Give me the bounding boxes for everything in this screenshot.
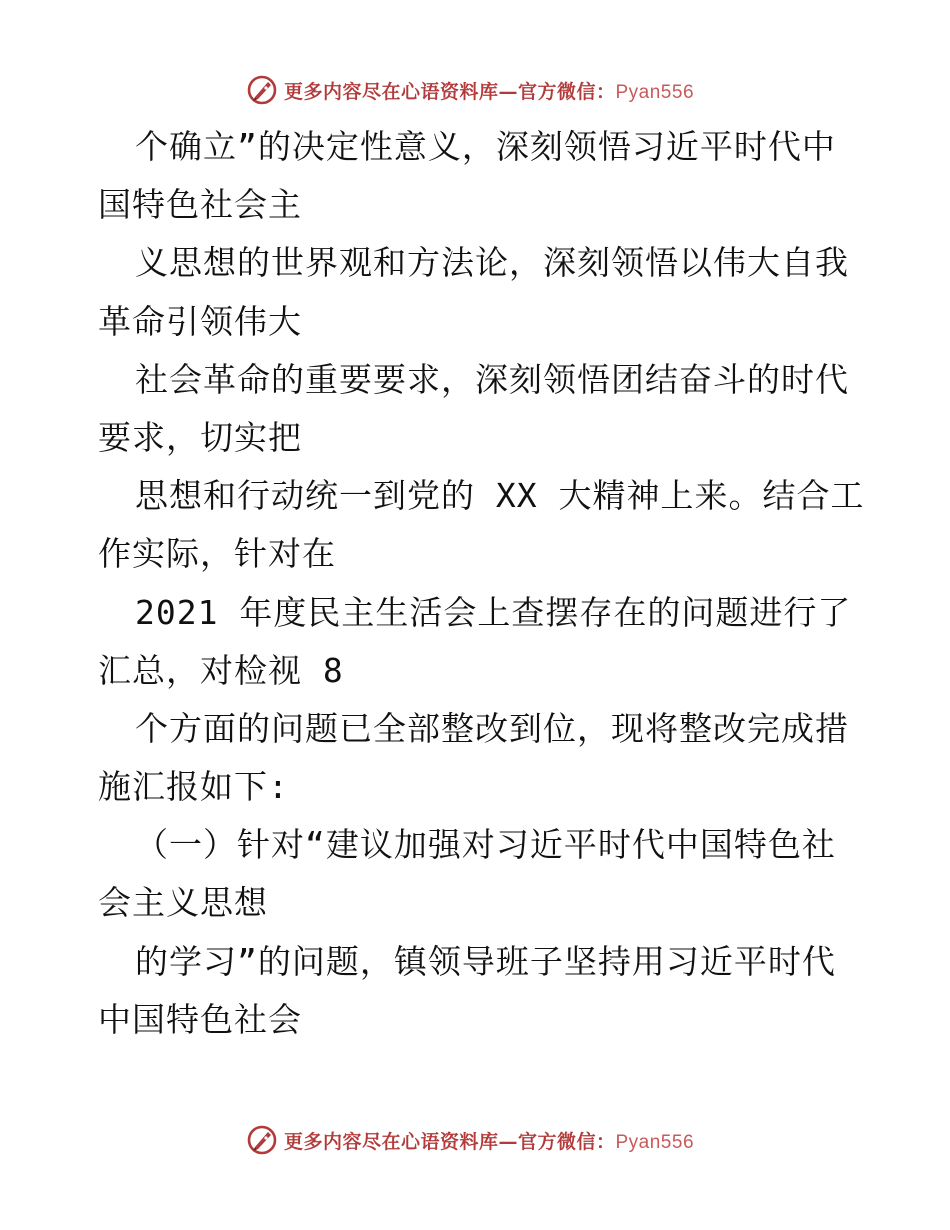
body-line: 义思想的世界观和方法论，深刻领悟以伟大自我 [135, 243, 849, 283]
body-line: 思想和行动统一到党的 XX 大精神上来。结合工 [135, 476, 865, 516]
body-line: 作实际，针对在 [98, 534, 336, 574]
quill-pen-seal-icon [246, 1124, 278, 1156]
footer-site-label: 更多内容尽在心语资料库—官方微信： [283, 1130, 616, 1153]
body-line: 个确立”的决定性意义，深刻领悟习近平时代中 [135, 127, 836, 166]
body-line: 革命引领伟大 [98, 301, 302, 341]
body-line: 个方面的问题已全部整改到位，现将整改完成措 [135, 708, 849, 748]
body-line: （一）针对“建议加强对习近平时代中国特色社 [135, 825, 836, 865]
quill-pen-seal-icon [246, 74, 278, 106]
body-line: 国特色社会主 [98, 185, 302, 225]
body-line: 施汇报如下: [98, 767, 289, 807]
body-line: 要求，切实把 [98, 417, 302, 457]
body-line: 的学习”的问题，镇领导班子坚持用习近平时代 [135, 941, 836, 981]
body-line: 汇总，对检视 8 [98, 650, 344, 690]
body-line: 会主义思想 [98, 883, 268, 923]
footer-site-text [284, 1127, 694, 1154]
body-line: 社会革命的重要要求，深刻领悟团结奋斗的时代 [135, 359, 849, 399]
footer-wechat-id: Pyan556 [615, 1131, 695, 1153]
header-site-label: 更多内容尽在心语资料库—官方微信： [283, 80, 616, 103]
header-site-text [284, 77, 694, 104]
body-line: 2021 年度民主生活会上查摆存在的问题进行了 [135, 592, 852, 632]
body-line: 中国特色社会 [98, 999, 302, 1039]
footer-watermark [0, 1120, 950, 1160]
header-wechat-id: Pyan556 [615, 81, 695, 103]
header-watermark [0, 70, 950, 110]
document-body [98, 118, 865, 1049]
